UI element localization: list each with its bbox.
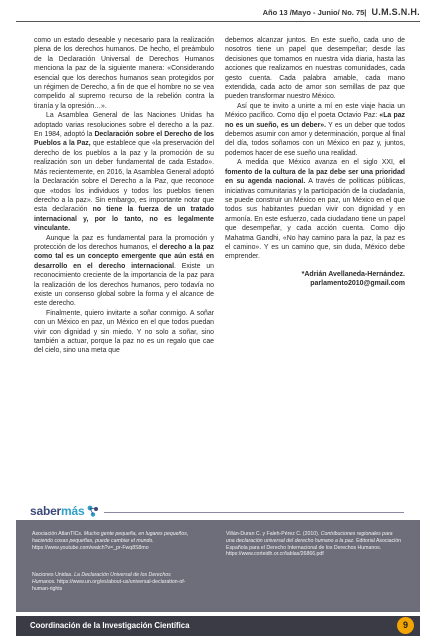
bold-text: Declaración sobre el Derecho de los Pueblos a la Paz, — [34, 131, 214, 148]
logo-word-saber: saber — [30, 504, 62, 518]
molecule-icon — [86, 504, 100, 518]
page-footer — [16, 616, 420, 636]
issue-info: Año 13 /Mayo - Junio/ No. 75| — [262, 8, 367, 17]
logo-wordmark — [30, 504, 84, 518]
header-divider — [16, 21, 420, 22]
article-column-right — [225, 36, 405, 289]
ref-text: Villán-Duran C. y Faleh-Pérez C. (2010). — [226, 531, 321, 537]
ref-link[interactable]: Editorial Asociación Española para el Derecho Internacional de los Derechos Humanos. https://www.corteidh.or.cr/tablas/26866.pdf — [226, 537, 402, 558]
reference-item — [32, 531, 190, 551]
author-signature — [225, 270, 405, 289]
ref-title: La Declaración Universal de los Derechos Humanos. — [32, 572, 171, 585]
text-run: La Asamblea General de las Naciones Unidas ha adoptado varias resoluciones sobre el derecho a la paz. En 1984, adoptó la — [34, 112, 214, 139]
paragraph — [34, 234, 214, 309]
paragraph — [225, 158, 405, 261]
footer-label: Coordinación de la Investigación Científica — [30, 621, 190, 630]
reference-item — [226, 531, 402, 558]
paragraph: Finalmente, quiero invitarte a soñar conmigo. A soñar con un México en paz, un México en el que todos puedan vivir con dignidad y sin miedo. Y no solo a soñar, sino también a actuar, porque la paz no es un regalo que cae del cielo, sino una meta que — [34, 309, 214, 355]
paragraph: como un estado deseable y necesario para la realización plena de los derechos humanos. De hecho, el preámbulo de la Declaración Universal de Derechos Humanos menciona la paz de la siguiente manera: «Considerando esencial que los derechos humanos sean protegidos por un régimen de Derecho, a fin de que el hombre no se vea compelido al supremo recurso de la rebelión contra la tiranía y la opresión…». — [34, 37, 214, 110]
text-run: que establece que «la preservación del derecho de los pueblos a la paz y la promoción de su realización son un deber fundamental de cada Estado». Más recientemente, en 2016, la Asamblea General adoptó la Declaración sobre el Derecho a la Paz, que reconoce que «todos los individuos y todos los pueblos tienen derecho a la paz». Sin embargo, es importante notar que esta declaración — [34, 140, 214, 214]
bold-text: «La paz no es un sueño, es un deber». — [225, 112, 405, 129]
ref-text: Naciones Unidas. — [32, 572, 75, 578]
ref-text: Asociación AtlanTICs. — [32, 531, 84, 537]
text-run: Y es un deber que todos debemos asumir con amor y determinación, porque al final del día, todos soñamos con un México en paz y, juntos, podemos hacer de ese sueño una realidad. — [225, 121, 405, 157]
ref-title: Contribuciones regionales para una declaración universal del derecho humano a la paz. — [226, 531, 393, 544]
text-run: A medida que México avanza en el siglo XXI, — [237, 159, 400, 167]
text-run: Así que te invito a unirte a mí en este viaje hacia un México pacífico. Como dijo el poeta Octavio Paz: — [225, 102, 405, 120]
logo-word-mas: más — [61, 504, 85, 518]
author-email[interactable]: parlamento2010@gmail.com — [310, 280, 405, 288]
text-run: A través de políticas públicas, iniciativas comunitarias y la participación de la ciudadanía, se puede construir un México en paz, un México en el que todos sus habitantes puedan vivir con dignidad y en armonía. En este esfuerzo, cada ciudadano tiene un papel que desempeñar, y cada acción cuenta. Como dijo Mahatma Gandhi, «No hay camino para la paz, la paz es el camino». Y es un camino que, sin duda, México debe emprender. — [225, 178, 405, 261]
ref-title: Mucho gente pequeña, en lugares pequeños, haciendo cosas pequeñas, puede cambiar el mundo. — [32, 531, 189, 544]
bold-text: no tiene la fuerza de un tratado internacional y, por lo tanto, no es legalmente vinculante. — [34, 206, 214, 233]
text-run: . Existe un reconocimiento creciente de la importancia de la paz para la realización de los derechos humanos, pero todavía no existe un consenso global sobre la forma y el alcance de este derecho. — [34, 262, 214, 308]
article-column-left — [34, 36, 214, 356]
author-name: *Adrián Avellaneda-Hernández. — [301, 270, 405, 278]
page-number: 9 — [397, 617, 414, 634]
bold-text: el fomento de la cultura de la paz debe ser una prioridad en su agenda nacional. — [225, 159, 405, 186]
ref-link[interactable]: https://www.youtube.com/watch?v=_pr-Fwq8S8mo — [32, 544, 149, 551]
logo-divider — [104, 512, 404, 513]
bold-text: derecho a la paz como tal es un concepto emergente que aún está en desarrollo en el derecho internacional — [34, 243, 214, 270]
institution-name: U.M.S.N.H. — [371, 7, 420, 17]
text-run: Aunque la paz es fundamental para la promoción y protección de los derechos humanos, el — [34, 234, 214, 251]
ref-link[interactable]: https://www.un.org/es/about-us/universal-declaration-of-human-rights — [32, 578, 186, 592]
saber-mas-logo — [30, 504, 100, 518]
reference-item — [32, 572, 190, 592]
paragraph — [34, 111, 214, 233]
paragraph — [225, 102, 405, 158]
paragraph: debemos alcanzar juntos. En este sueño, cada uno de nosotros tiene un papel que desempeñar; desde las decisiones que tomamos en nuestra vida diaria, hasta las acciones que realizamos en nuestras comunidades, cada gesto cuenta. Cada palabra amable, cada mano extendida, cada acto de amor son semillas de paz que pueden transformar nuestro México. — [225, 37, 405, 101]
issue-header — [263, 7, 420, 17]
